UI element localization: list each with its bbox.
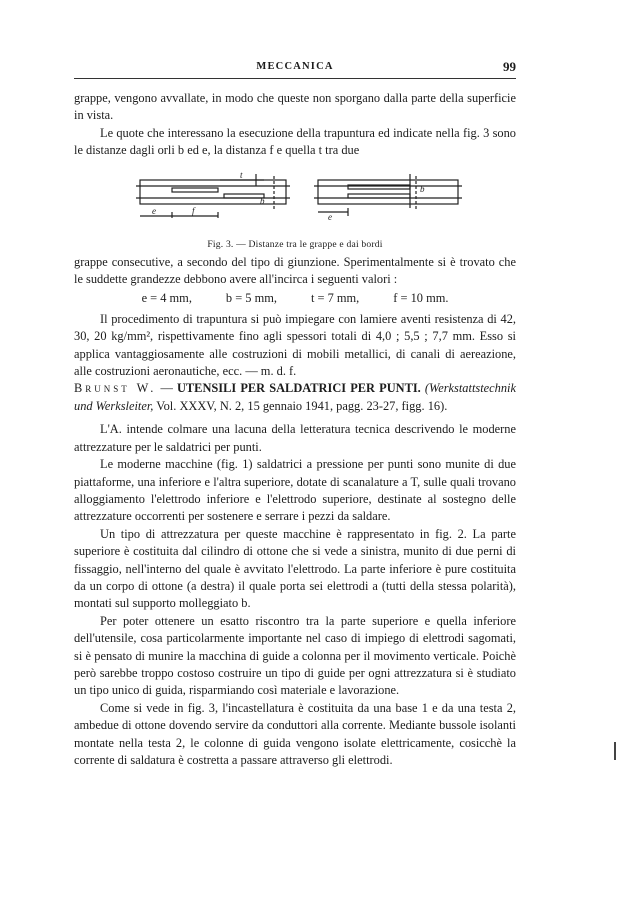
paragraph-8: Per poter ottenere un esatto riscontro tra la parte superiore e quella inferiore dell'utensile, cosa particolarmente importante nel caso di impiego di elettrodi sagomati, si è pensato di munire la macchina di guide a colonna per il movimento verticale. Poichè però sarebbe troppo costoso costruire un tipo di guide per ogni attrezzatura si è studiato un tipo unico di guida, risparmiando così materiale e lavorazione. [74,613,516,698]
label-f: f [192,205,195,216]
figure-caption: Fig. 3. — Distanze tra le grappe e dai bordi [207,238,383,250]
reference-author: Brunst W. [74,381,157,396]
paragraph-9: Come si vede in fig. 3, l'incastellatura è costituita da una base 1 e da una testa 2, ambedue di ottone dovendo servire da conduttori alla corrente. Mediante bussole isolanti montate nella testa 2, le colonne di guida vengono isolate elettricamente, cosicchè la corrente di saldatura è costretta a passare attraverso gli elettrodi. [74,700,516,767]
paragraph-5: L'A. intende colmare una lacuna della letteratura tecnica descrivendo le moderne attrezzature per le saldatrici per punti. [74,422,516,454]
paragraph-3: grappe consecutive, a secondo del tipo di giunzione. Sperimentalmente si è trovato che le suddette grandezze debbono avere all'incirca i seguenti valori : [74,254,516,287]
margin-mark [614,742,616,760]
label-b: b [260,195,265,206]
paragraph-2: Le quote che interessano la esecuzione della trapuntura ed indicate nella fig. 3 sono le distanze dagli orli b ed e, la distanza f e quella t tra due [74,125,516,158]
article-body [74,90,516,769]
reference-dash: — [156,381,177,396]
page-header [74,59,516,77]
value-e: e = 4 mm, [141,291,192,306]
value-b: b = 5 mm, [225,291,277,306]
label-e: e [152,205,156,216]
label-b-right: b [420,183,425,194]
paragraph-7: Un tipo di attrezzatura per queste macchine è rappresentato in fig. 2. La parte superiore è costituita dal cilindro di ottone che si vede a sinistra, munito di due perni di fissaggio, nell'interno del quale è avvitato l'elettrodo. La parte inferiore è pure costituita da un corpo di ottone (a destra) il quale porta sei elettrodi a (tutti della stessa polarità), montati sul supporto molleggiato b. [74,526,516,611]
paragraph-6: Le moderne macchine (fig. 1) saldatrici a pressione per punti sono munite di due piattaforme, una inferiore e l'altra superiore, dotate di scanalature a T, sulle quali trovano alloggiamento l'elettrodo inferiore e l'elettrodo superiore, destinate al sostegno delle attrezzature occorrenti per sostenere e serrare i pezzi da saldare. [74,457,516,524]
page-number: 99 [503,59,516,74]
reference-journal: (Werkstattstechnik und Werksleiter, [74,381,516,413]
dimension-values [74,290,516,307]
figure-3-drawing [134,172,464,234]
running-head: MECCANICA [256,61,334,72]
value-t: t = 7 mm, [310,291,360,306]
reference-details: Vol. XXXV, N. 2, 15 gennaio 1941, pagg. 23-27, figg. 16). [156,398,448,413]
left-joint-drawing [136,171,290,218]
bibliographic-reference [74,380,516,415]
header-rule [74,78,516,79]
value-f: f = 10 mm. [393,291,449,306]
label-t: t [240,171,243,180]
label-e-right: e [328,211,332,222]
paragraph-4: Il procedimento di trapuntura si può impiegare con lamiere aventi resistenza di 42, 30, 20 kg/mm², rispettivamente fino agli spessori totali di 4,0 ; 5,5 ; 7,7 mm. Esso si applica vantaggiosamente alle costruzioni di mobili metallici, di canali di aereazione, alle costruzioni aeronautiche, ecc. — m. d. f. [74,311,516,379]
right-joint-drawing [314,174,462,216]
reference-title: UTENSILI PER SALDATRICI PER PUNTI. [176,381,421,396]
figure-3 [74,166,516,254]
paragraph-1: grappe, vengono avvallate, in modo che queste non sporgano dalla parte della superficie in vista. [74,91,516,123]
